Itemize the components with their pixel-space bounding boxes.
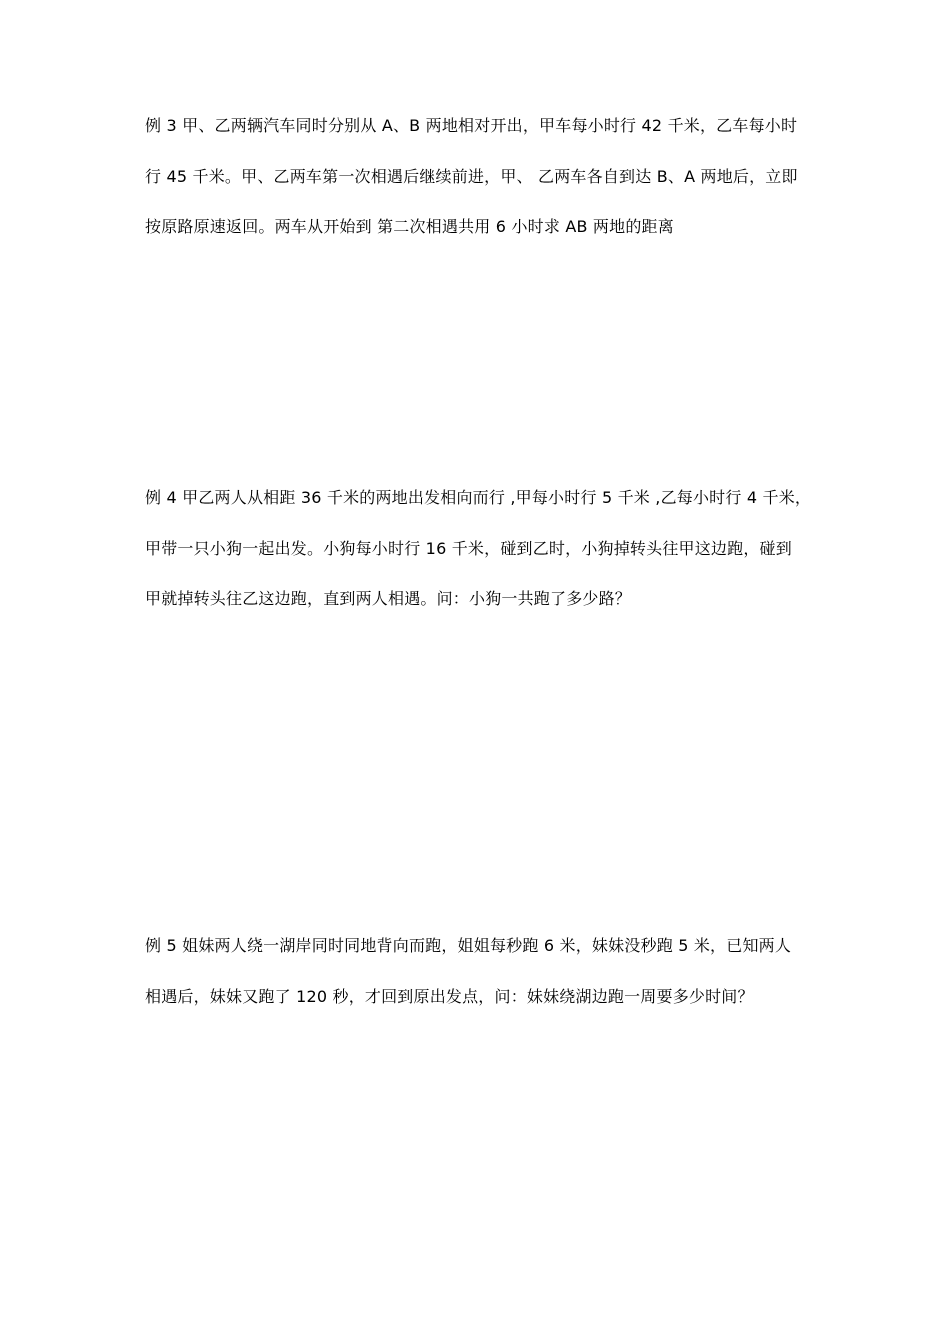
example-4-line-1: 例 4 甲乙两人从相距 36 千米的两地出发相向而行 ,甲每小时行 5 千米 ,乙每小时行 4 千米，: [145, 488, 812, 507]
example-5-line-2: 相遇后，妹妹又跑了 120 秒，才回到原出发点，问：妹妹绕湖边跑一周要多少时间？: [145, 986, 754, 1006]
example-4-problem: [145, 485, 815, 611]
example-4-line-3: 甲就掉转头往乙这边跑，直到两人相遇。问：小狗一共跑了多少路？: [145, 589, 632, 608]
example-4-line-2: 甲带一只小狗一起出发。小狗每小时行 16 千米，碰到乙时，小狗掉转头往甲这边跑，碰到: [145, 538, 792, 558]
example-5-line-1: 例 5 姐妹两人绕一湖岸同时同地背向而跑，姐姐每秒跑 6 米，妹妹没秒跑 5 米，已知两人: [145, 936, 792, 955]
example-3-problem: [145, 113, 815, 239]
example-3-line-1: 例 3 甲、乙两辆汽车同时分别从 A、B 两地相对开出，甲车每小时行 42 千米，乙车每小时: [145, 116, 798, 135]
example-5-problem: [145, 933, 815, 1009]
example-3-line-2: 行 45 千米。甲、乙两车第一次相遇后继续前进，甲、 乙两车各自到达 B、A 两地后，立即: [145, 166, 798, 186]
example-3-line-3: 按原路原速返回。两车从开始到 第二次相遇共用 6 小时求 AB 两地的距离: [145, 217, 674, 236]
